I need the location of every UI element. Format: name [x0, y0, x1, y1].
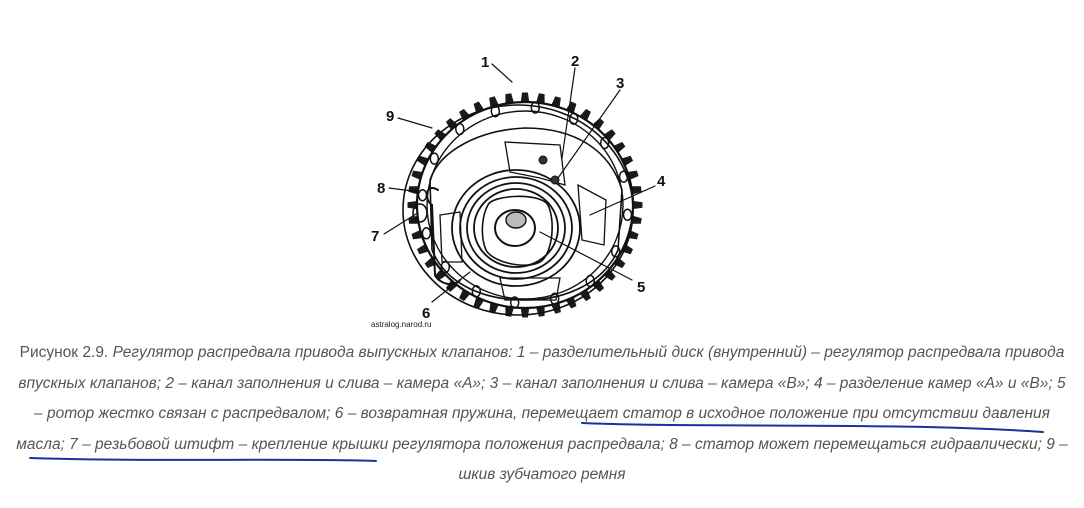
pulley-outer-rim [417, 102, 633, 308]
caption-body: Регулятор распредвала привода выпускных клапанов: 1 – разделительный диск (внутренний) – регулятор распредвала привода впускных клапанов; 2 – канал заполнения и слива – камера «А»; 3 – канал заполнения и слива – камера «В»; 4 – разделение камер «А» и «В»; 5 – ротор жестко связан с распредвалом; 6 – возвратная пружина, перемещает статор в исходное положение при отсутствии давления масла; 7 – резьбовой штифт – крепление крышки регулятора положения распредвала; 8 – статор может перемещаться гидравлически; 9 – шкив зубчатого ремня [16, 344, 1068, 483]
callout-6: 6 [422, 305, 431, 322]
watermark: astralog.narod.ru [371, 320, 432, 329]
pulley-tooth [633, 201, 642, 208]
stator-chamber-right [578, 185, 606, 245]
callout-9: 9 [386, 108, 395, 125]
rotor [482, 196, 552, 265]
callout-3: 3 [616, 75, 625, 92]
pulley-tooth [521, 93, 529, 102]
callout-7: 7 [371, 228, 380, 245]
pulley-hole [419, 190, 427, 201]
pulley-hole [456, 124, 464, 135]
figure-caption [14, 338, 1070, 491]
threaded-pin [413, 204, 427, 222]
callout-2: 2 [571, 53, 580, 70]
caption-lead: Рисунок 2.9. [19, 344, 109, 361]
callout-5: 5 [637, 279, 646, 296]
pulley-holes [419, 102, 632, 308]
channel-a [539, 156, 547, 164]
callout-4: 4 [657, 173, 666, 190]
pulley-hole [624, 209, 632, 220]
pulley-hole [430, 153, 438, 164]
rotor-bore [506, 212, 526, 228]
timing-pulley-drawing [384, 64, 655, 317]
callout-8: 8 [377, 180, 386, 197]
callout-1: 1 [481, 54, 490, 71]
channel-b [551, 176, 559, 184]
pulley-hole [422, 228, 430, 239]
